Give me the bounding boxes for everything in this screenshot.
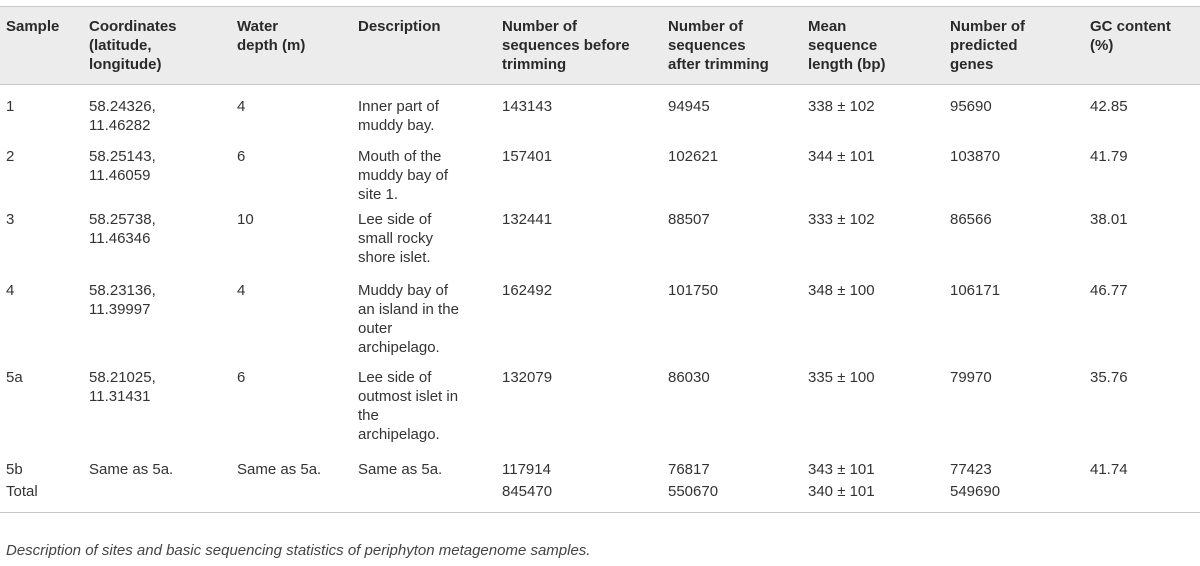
cell-text: 5b <box>6 461 23 478</box>
table-cell-water-depth <box>231 482 352 513</box>
column-header-description <box>352 7 496 85</box>
column-header-water-depth <box>231 7 352 85</box>
column-header-text: predicted <box>950 37 1018 54</box>
cell-text: 4 <box>237 282 246 299</box>
table-row <box>0 482 1200 513</box>
table-cell-coordinates <box>83 281 231 368</box>
table-cell-description <box>352 147 496 210</box>
cell-text: 103870 <box>950 148 1001 165</box>
table-body <box>0 85 1200 513</box>
column-header-text: Sample <box>6 18 60 35</box>
column-header-text: (latitude, <box>89 37 152 54</box>
cell-text: 11.31431 <box>89 388 151 405</box>
table-cell-coordinates <box>83 210 231 281</box>
cell-text: 4 <box>6 282 15 299</box>
cell-text: 2 <box>6 148 15 165</box>
table-row <box>0 210 1200 281</box>
column-header-text: sequence <box>808 37 878 54</box>
column-header-text: length (bp) <box>808 56 886 73</box>
column-header-text: depth (m) <box>237 37 306 54</box>
table-cell-coordinates <box>83 460 231 482</box>
table-cell-sequences-before-trimming <box>496 281 662 368</box>
column-header-sample <box>0 7 83 85</box>
cell-text: 46.77 <box>1090 282 1128 299</box>
table-cell-sequences-after-trimming <box>662 482 802 513</box>
table-cell-sequences-before-trimming <box>496 85 662 148</box>
cell-text: 11.46346 <box>89 230 151 247</box>
table-cell-gc-content <box>1084 85 1200 148</box>
cell-text: 88507 <box>668 211 710 228</box>
cell-text: 58.25143, <box>89 148 156 165</box>
table-cell-gc-content <box>1084 460 1200 482</box>
column-header-text: longitude) <box>89 56 162 73</box>
cell-text: 10 <box>237 211 254 228</box>
cell-text: 41.74 <box>1090 461 1128 478</box>
cell-text: Same as 5a. <box>89 461 174 478</box>
cell-text: shore islet. <box>358 249 431 266</box>
column-header-text: (%) <box>1090 37 1114 54</box>
cell-text: Inner part of <box>358 98 439 115</box>
cell-text: muddy bay of <box>358 167 449 184</box>
column-header-text: Coordinates <box>89 18 177 35</box>
table-cell-water-depth <box>231 281 352 368</box>
table-cell-sample <box>0 281 83 368</box>
column-header-text: Number of <box>668 18 743 35</box>
cell-text: 549690 <box>950 483 1001 500</box>
cell-text: 95690 <box>950 98 992 115</box>
column-header-text: sequences <box>668 37 746 54</box>
cell-text: 58.23136, <box>89 282 156 299</box>
cell-text: Muddy bay of <box>358 282 449 299</box>
cell-text: 3 <box>6 211 15 228</box>
cell-text: 11.46059 <box>89 167 151 184</box>
column-header-predicted-genes <box>944 7 1084 85</box>
cell-text: 338 ± 102 <box>808 98 875 115</box>
table-cell-predicted-genes <box>944 460 1084 482</box>
table-cell-sequences-after-trimming <box>662 147 802 210</box>
cell-text: 58.21025, <box>89 369 156 386</box>
table-cell-mean-sequence-length <box>802 85 944 148</box>
cell-text: small rocky <box>358 230 434 247</box>
cell-text: 344 ± 101 <box>808 148 875 165</box>
table-cell-mean-sequence-length <box>802 460 944 482</box>
table-row <box>0 281 1200 368</box>
table-cell-description <box>352 281 496 368</box>
table-cell-water-depth <box>231 460 352 482</box>
table-cell-mean-sequence-length <box>802 147 944 210</box>
cell-text: 38.01 <box>1090 211 1128 228</box>
table-cell-sequences-after-trimming <box>662 210 802 281</box>
column-header-mean-sequence-length <box>802 7 944 85</box>
table-cell-mean-sequence-length <box>802 210 944 281</box>
table-cell-description <box>352 482 496 513</box>
cell-text: 11.39997 <box>89 301 151 318</box>
table-cell-water-depth <box>231 85 352 148</box>
table-cell-description <box>352 460 496 482</box>
cell-text: Mouth of the <box>358 148 442 165</box>
cell-text: 143143 <box>502 98 553 115</box>
table-header <box>0 7 1200 85</box>
data-table <box>0 6 1200 513</box>
column-header-coordinates <box>83 7 231 85</box>
cell-text: 77423 <box>950 461 992 478</box>
column-header-text: sequences before <box>502 37 630 54</box>
table-cell-sequences-before-trimming <box>496 147 662 210</box>
table-cell-coordinates <box>83 368 231 460</box>
column-header-text: GC content <box>1090 18 1171 35</box>
cell-text: archipelago. <box>358 426 440 443</box>
cell-text: Total <box>6 483 38 500</box>
cell-text: 6 <box>237 148 246 165</box>
table-cell-description <box>352 210 496 281</box>
table-cell-predicted-genes <box>944 368 1084 460</box>
cell-text: 1 <box>6 98 15 115</box>
table-row <box>0 460 1200 482</box>
table-cell-gc-content <box>1084 368 1200 460</box>
column-header-text: after trimming <box>668 56 769 73</box>
cell-text: 58.25738, <box>89 211 156 228</box>
table-cell-mean-sequence-length <box>802 281 944 368</box>
table-cell-gc-content <box>1084 210 1200 281</box>
column-header-sequences-before-trimming <box>496 7 662 85</box>
cell-text: the <box>358 407 379 424</box>
cell-text: 343 ± 101 <box>808 461 875 478</box>
column-header-text: genes <box>950 56 994 73</box>
cell-text: 79970 <box>950 369 992 386</box>
cell-text: 42.85 <box>1090 98 1128 115</box>
cell-text: 348 ± 100 <box>808 282 875 299</box>
cell-text: 41.79 <box>1090 148 1128 165</box>
table-cell-sample <box>0 482 83 513</box>
cell-text: 157401 <box>502 148 553 165</box>
cell-text: muddy bay. <box>358 117 435 134</box>
cell-text: 102621 <box>668 148 719 165</box>
table-cell-coordinates <box>83 85 231 148</box>
table-cell-predicted-genes <box>944 482 1084 513</box>
table-cell-sample <box>0 460 83 482</box>
cell-text: site 1. <box>358 186 399 203</box>
table-cell-predicted-genes <box>944 281 1084 368</box>
column-header-text: Number of <box>502 18 577 35</box>
column-header-gc-content <box>1084 7 1200 85</box>
cell-text: an island in the <box>358 301 459 318</box>
table-cell-sequences-before-trimming <box>496 210 662 281</box>
cell-text: 162492 <box>502 282 553 299</box>
table-cell-sequences-before-trimming <box>496 460 662 482</box>
column-header-text: Number of <box>950 18 1025 35</box>
cell-text: outmost islet in <box>358 388 459 405</box>
table-cell-mean-sequence-length <box>802 368 944 460</box>
table-cell-sample <box>0 210 83 281</box>
table-caption: Description of sites and basic sequencing statistics of periphyton metagenome samples. <box>6 542 591 559</box>
table-cell-mean-sequence-length <box>802 482 944 513</box>
cell-text: 106171 <box>950 282 1001 299</box>
table-cell-gc-content <box>1084 281 1200 368</box>
cell-text: 58.24326, <box>89 98 156 115</box>
cell-text: 86566 <box>950 211 992 228</box>
cell-text: Same as 5a. <box>358 461 443 478</box>
cell-text: 335 ± 100 <box>808 369 875 386</box>
cell-text: Lee side of <box>358 369 432 386</box>
table-cell-predicted-genes <box>944 210 1084 281</box>
cell-text: 550670 <box>668 483 719 500</box>
table-cell-coordinates <box>83 147 231 210</box>
header-row <box>0 7 1200 85</box>
cell-text: 132441 <box>502 211 553 228</box>
column-header-text: Water <box>237 18 279 35</box>
cell-text: 94945 <box>668 98 710 115</box>
cell-text: outer <box>358 320 393 337</box>
cell-text: 6 <box>237 369 246 386</box>
column-header-text: Description <box>358 18 441 35</box>
cell-text: archipelago. <box>358 339 440 356</box>
table-cell-description <box>352 368 496 460</box>
column-header-sequences-after-trimming <box>662 7 802 85</box>
cell-text: 333 ± 102 <box>808 211 875 228</box>
table-cell-predicted-genes <box>944 85 1084 148</box>
cell-text: 845470 <box>502 483 553 500</box>
table-cell-sample <box>0 147 83 210</box>
cell-text: 101750 <box>668 282 719 299</box>
table-row <box>0 85 1200 148</box>
table-cell-sequences-after-trimming <box>662 281 802 368</box>
table-cell-coordinates <box>83 482 231 513</box>
cell-text: 117914 <box>502 461 551 478</box>
table-row <box>0 368 1200 460</box>
cell-text: 340 ± 101 <box>808 483 875 500</box>
column-header-text: trimming <box>502 56 567 73</box>
cell-text: 4 <box>237 98 246 115</box>
cell-text: Lee side of <box>358 211 432 228</box>
table-cell-sample <box>0 368 83 460</box>
cell-text: Same as 5a. <box>237 461 322 478</box>
cell-text: 11.46282 <box>89 117 151 134</box>
table-cell-gc-content <box>1084 147 1200 210</box>
table-cell-predicted-genes <box>944 147 1084 210</box>
table-cell-sequences-before-trimming <box>496 368 662 460</box>
cell-text: 35.76 <box>1090 369 1128 386</box>
cell-text: 132079 <box>502 369 553 386</box>
table-cell-sequences-before-trimming <box>496 482 662 513</box>
table-cell-sequences-after-trimming <box>662 460 802 482</box>
table-cell-description <box>352 85 496 148</box>
table-row <box>0 147 1200 210</box>
cell-text: 5a <box>6 369 23 386</box>
table-cell-water-depth <box>231 368 352 460</box>
table-cell-water-depth <box>231 147 352 210</box>
table-cell-sample <box>0 85 83 148</box>
column-header-text: Mean <box>808 18 847 35</box>
table-cell-sequences-after-trimming <box>662 85 802 148</box>
cell-text: 76817 <box>668 461 710 478</box>
table-cell-sequences-after-trimming <box>662 368 802 460</box>
table-cell-water-depth <box>231 210 352 281</box>
table-cell-gc-content <box>1084 482 1200 513</box>
cell-text: 86030 <box>668 369 710 386</box>
